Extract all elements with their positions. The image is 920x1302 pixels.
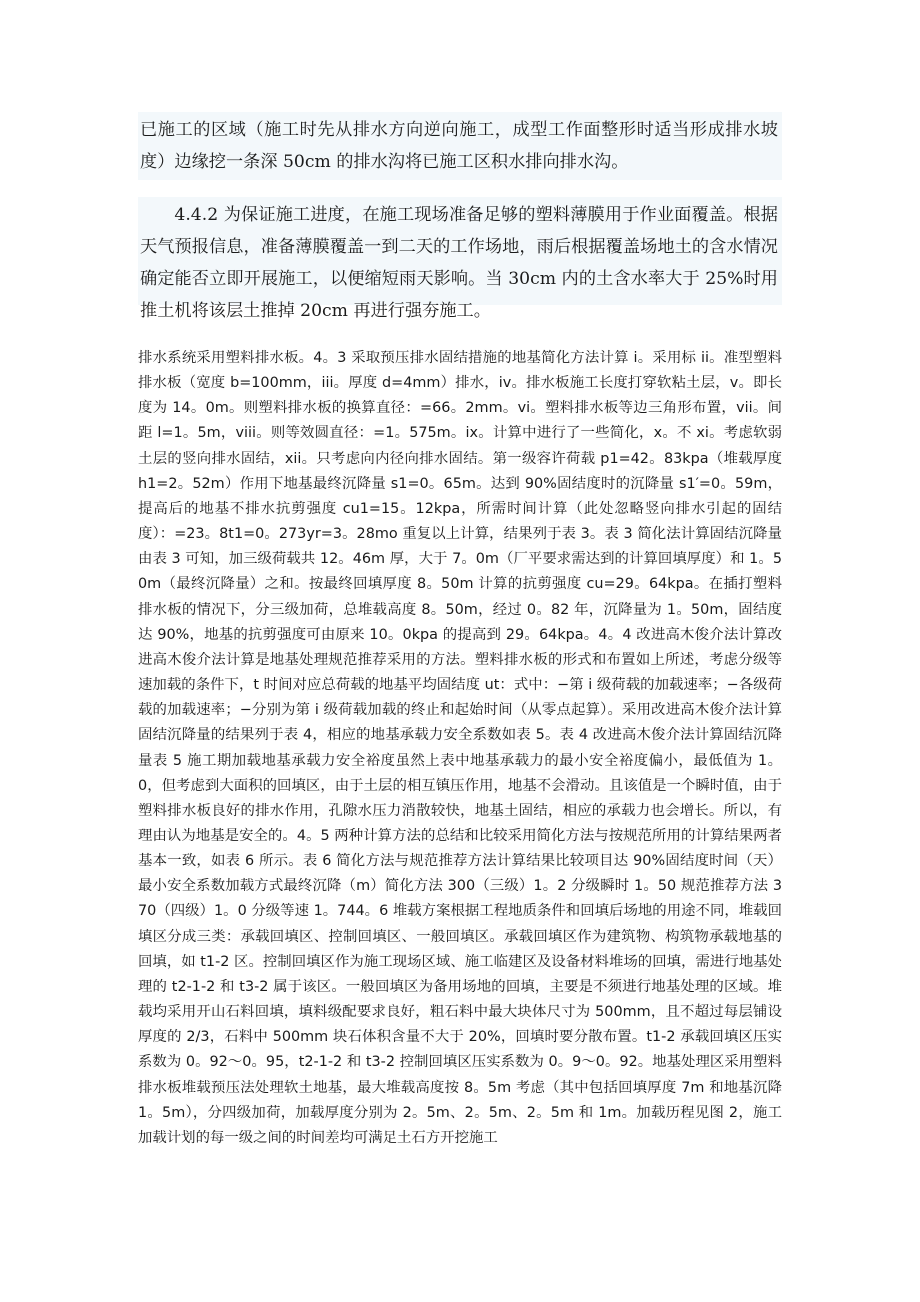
body-paragraph-preloading-calculation: 排水系统采用塑料排水板。4。3 采取预压排水固结措施的地基简化方法计算 i。采用标 ii。准型塑料排水板（宽度 b=100mm，iii。厚度 d=4mm）排水，iv。排水板施工长度打穿软粘土层，v。即长度为 14。0m。则塑料排水板的换算直径：=66。2mm。vi。塑料排水板等边三角形布置，vii。间距 l=1。5m，viii。则等效圆直径：=1。575m。ix。计算中进行了一些简化，x。不 xi。考虑软弱土层的竖向排水固结，xii。只考虑向内径向排水固结。第一级容许荷载 p1=42。83kpa（堆载厚度 h1=2。52m）作用下地基最终沉降量 s1=0。65m。达到 90%固结度时的沉降量 s1′=0。59m，提高后的地基不排水抗剪强度 cu1=15。12kpa，所需时间计算（此处忽略竖向排水引起的固结度）：=23。8t1=0。273yr=3。28mo 重复以上计算，结果列于表 3。表 3 简化法计算固结沉降量由表 3 可知，加三级荷载共 12。46m 厚，大于 7。0m（厂平要求需达到的计算回填厚度）和 1。50m（最终沉降量）之和。按最终回填厚度 8。50m 计算的抗剪强度 cu=29。64kpa。在插打塑料排水板的情况下，分三级加荷，总堆载高度 8。50m，经过 0。82 年，沉降量为 1。50m，固结度达 90%，地基的抗剪强度可由原来 10。0kpa 的提高到 29。64kpa。4。4 改进高木俊介法计算改进高木俊介法计算是地基处理规范推荐采用的方法。塑料排水板的形式和布置如上所述，考虑分级等速加载的条件下，t 时间对应总荷载的地基平均固结度 ut：式中：−第 i 级荷载的加载速率；−各级荷载的加载速率；−分别为第 i 级荷载加载的终止和起始时间（从零点起算）。采用改进高木俊介法计算固结沉降量的结果列于表 4，相应的地基承载力安全系数如表 5。表 4 改进高木俊介法计算固结沉降量表 5 施工期加载地基承载力安全裕度虽然上表中地基承载力的最小安全裕度偏小，最低值为 1。0，但考虑到大面积的回填区，由于土层的相互镇压作用，地基不会滑动。且该值是一个瞬时值，由于塑料排水板良好的排水作用，孔隙水压力消散较快，地基土固结，相应的承载力也会增长。所以，有理由认为地基是安全的。4。5 两种计算方法的总结和比较采用简化方法与按规范所用的计算结果两者基本一致，如表 6 所示。表 6 简化方法与规范推荐方法计算结果比较项目达 90%固结度时间（天）最小安全系数加载方式最终沉降（m）简化方法 300（三级）1。2 分级瞬时 1。50 规范推荐方法 370（四级）1。0 分级等速 1。744。6 堆载方案根据工程地质条件和回填后场地的用途不同，堆载回填区分成三类：承载回填区、控制回填区、一般回填区。承载回填区作为建筑物、构筑物承载地基的回填，如 t1-2 区。控制回填区作为施工现场区域、施工临建区及设备材料堆场的回填，需进行地基处理的 t2-1-2 和 t3-2 属于该区。一般回填区为备用场地的回填，主要是不须进行地基处理的区域。堆载均采用开山石料回填，填料级配要求良好，粗石料中最大块体尺寸为 500mm，且不超过每层铺设厚度的 2/3，石料中 500mm 块石体积含量不大于 20%，回填时要分散布置。t1-2 承载回填区压实系数为 0。92～0。95，t2-1-2 和 t3-2 控制回填区压实系数为 0。9～0。92。地基处理区采用塑料排水板堆载预压法处理软土地基，最大堆载高度按 8。5m 考虑（其中包括回填厚度 7m 和地基沉降 1。5m），分四级加荷，加载厚度分别为 2。5m、2。5m、2。5m 和 1m。加载历程见图 2，施工加载计划的每一级之间的时间差均可满足土石方开挖施工 <box>138 350 782 1146</box>
highlighted-paragraph-drainage-ditch: 已施工的区域（施工时先从排水方向逆向施工，成型工作面整形时适当形成排水坡度）边缘挖一条深 50cm 的排水沟将已施工区积水排向排水沟。 <box>138 112 782 180</box>
highlighted-paragraph-plastic-film: 4.4.2 为保证施工进度，在施工现场准备足够的塑料薄膜用于作业面覆盖。根据天气预报信息，准备薄膜覆盖一到二天的工作场地，雨后根据覆盖场地土的含水情况确定能否立即开展施工，以便缩短雨天影响。当 30cm 内的土含水率大于 25%时用推土机将该层土推掉 20cm 再进行强夯施工。 <box>138 197 782 305</box>
